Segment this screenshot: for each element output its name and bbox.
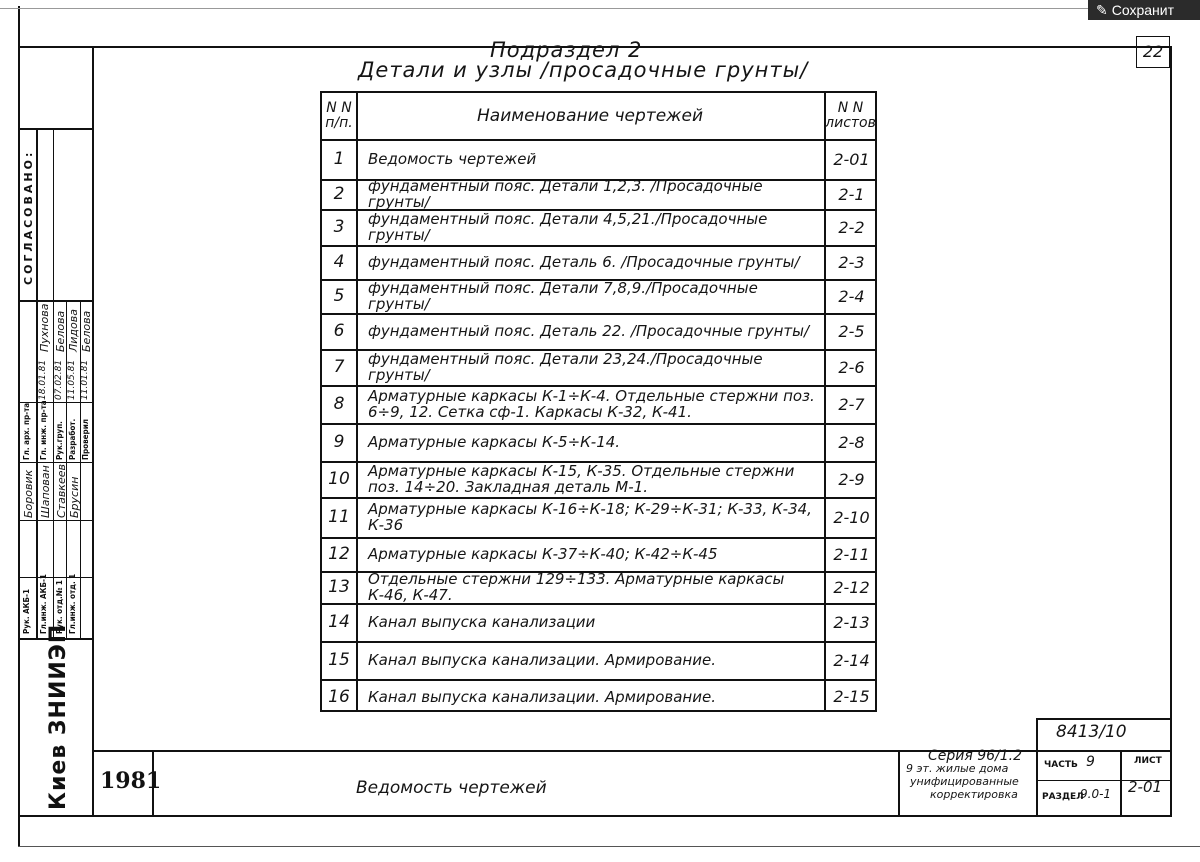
row-sheet: 2-7 [838,394,865,414]
section-title: Подраздел 2 [490,38,643,62]
signer-name: Белова [54,310,67,352]
row-sheet: 2-8 [838,432,865,452]
row-name: фундаментный пояс. Деталь 6. /Просадочные грунты/ [368,253,800,271]
strip-line-9 [18,520,94,521]
drawings-table [320,91,877,712]
frame-inner-left [92,46,94,816]
row-number: 10 [328,469,350,489]
stamp-div-series [898,750,900,816]
row-name: Ведомость чертежей [368,150,537,168]
stamp-div-list [1120,750,1122,816]
list-label: ЛИСТ [1134,756,1162,766]
row-number: 1 [333,149,345,169]
row-number: 14 [328,612,350,632]
role-label: Проверил [81,418,90,460]
row-number: 5 [333,286,345,306]
row-number: 16 [328,686,350,707]
pencil-icon: ✎ [1096,2,1108,18]
strip-line-5 [18,128,94,130]
series-line-1: Серия 96/1.2 [928,748,1023,764]
frame-bottom [18,815,1172,817]
row-number: 4 [333,252,345,272]
row-sheet: 2-13 [833,612,870,632]
role-label: Рук. АКБ-1 [22,588,31,634]
row-number: 12 [328,544,350,564]
frame-outer-left [18,6,20,846]
series-line-3: унифицированные [910,775,1019,788]
row-sheet: 2-12 [833,577,870,597]
series-line-2: 9 эт. жилые дома [906,762,1009,775]
scan-edge-top [0,8,1088,9]
row-number: 7 [333,357,345,377]
row-name: Арматурные каркасы К-1÷К-4. Отдельные стержни поз. 6÷9, 12. Сетка сф-1. Каркасы К-32, К-41. [368,387,815,421]
row-sheet: 2-14 [833,650,870,670]
row-name: фундаментный пояс. Детали 23,24./Просадочные грунты/ [368,350,763,384]
strip-line-8 [18,462,94,463]
header-name: Наименование чертежей [477,106,703,126]
row-name: фундаментный пояс. Деталь 22. /Просадочные грунты/ [368,322,810,340]
signer-name: Лидова [67,309,80,352]
part-value: 9 [1086,754,1095,770]
series-line-4: корректировка [930,788,1018,801]
strip-line-6 [18,300,94,302]
row-name: Арматурные каркасы К-37÷К-40; К-42÷К-45 [368,545,718,563]
sign-date: 11.01.81 [80,359,90,400]
strip-line-10 [18,577,94,578]
row-name: Арматурные каркасы К-5÷К-14. [368,433,621,451]
row-sheet: 2-01 [833,149,870,169]
row-sheet: 2-10 [833,507,870,527]
sign-date: 11.05.81 [67,359,77,400]
role-label: Гл.инж. отд. 1 [68,573,77,634]
stamp-doc-title: Ведомость чертежей [356,778,547,798]
row-number: 3 [333,217,345,237]
row-number: 6 [333,321,345,341]
row-sheet: 2-6 [838,357,865,377]
row-sheet: 2-1 [838,184,865,204]
row-name: фундаментный пояс. Детали 7,8,9./Просадочные грунты/ [368,279,758,313]
row-number: 8 [333,394,345,414]
header-num: N N п/п. [325,100,353,131]
row-sheet: 2-9 [838,469,865,489]
row-name: Арматурные каркасы К-15, К-35. Отдельные стержни поз. 14÷20. Закладная деталь М-1. [368,462,795,496]
frame-right [1170,46,1172,816]
save-button-label: Сохранит [1111,2,1175,18]
row-name: Канал выпуска канализации. Армирование. [368,651,716,669]
signer-name: Брусин [68,476,81,518]
row-number: 9 [333,432,345,452]
row-name: Отдельные стержни 129÷133. Арматурные каркасы К-46, К-47. [368,571,785,603]
stamp-year: 1981 [100,768,162,794]
header-sheet: N N листов [825,100,876,131]
row-name: Арматурные каркасы К-16÷К-18; К-29÷К-31; К-33, К-34, К-36 [368,500,812,534]
scan-edge-bottom [18,846,1200,847]
role-label: Гл. арх. пр-та [22,402,31,460]
role-label: Рук. отд.№ 1 [55,580,64,634]
sign-date: 07.02.81 [54,359,64,400]
row-sheet: 2-2 [838,217,865,237]
row-sheet: 2-3 [838,252,865,272]
signer-name: Ставкеев [55,464,68,518]
part-label: ЧАСТЬ [1044,760,1078,770]
stamp-code: 8413/10 [1056,722,1127,742]
signer-name: Шапован [39,465,52,518]
row-name: фундаментный пояс. Детали 4,5,21./Просадочные грунты/ [368,210,768,244]
section-label: РАЗДЕЛ [1042,792,1084,802]
list-value: 2-01 [1128,778,1163,796]
row-sheet: 2-11 [833,544,870,564]
role-label: Рук.груп. [55,421,64,460]
signer-name: Боровик [22,469,35,518]
row-name: Канал выпуска канализации. Армирование. [368,687,716,706]
row-name: Канал выпуска канализации [368,613,596,631]
signer-name: Пухнова [38,303,51,352]
row-number: 11 [328,507,350,527]
stamp-code-top [1036,718,1172,720]
row-sheet: 2-5 [838,321,865,341]
sign-date: 18.01.81 [38,359,48,400]
section-subtitle: Детали и узлы /просадочные грунты/ [358,58,809,82]
row-number: 2 [333,184,345,204]
signer-name: Белова [80,310,93,352]
stamp-div-part [1036,718,1038,816]
agreed-label: СОГЛАСОВАНО: [22,149,35,285]
sheet-number: 22 [1136,36,1170,68]
row-sheet: 2-4 [838,286,865,306]
org-name: Киев ЗНИИЭП [46,623,71,810]
section-value: 9.0-1 [1080,787,1112,801]
row-sheet: 2-15 [833,687,870,706]
row-number: 13 [328,577,350,597]
save-button[interactable] [1088,0,1200,20]
role-label: Гл.инж. АКБ-1 [39,574,48,634]
row-name: фундаментный пояс. Детали 1,2,3. /Просадочные грунты/ [368,179,763,209]
role-label: Гл. инж. пр-та [39,400,48,460]
role-label: Разработ. [68,418,77,460]
row-number: 15 [328,650,350,670]
